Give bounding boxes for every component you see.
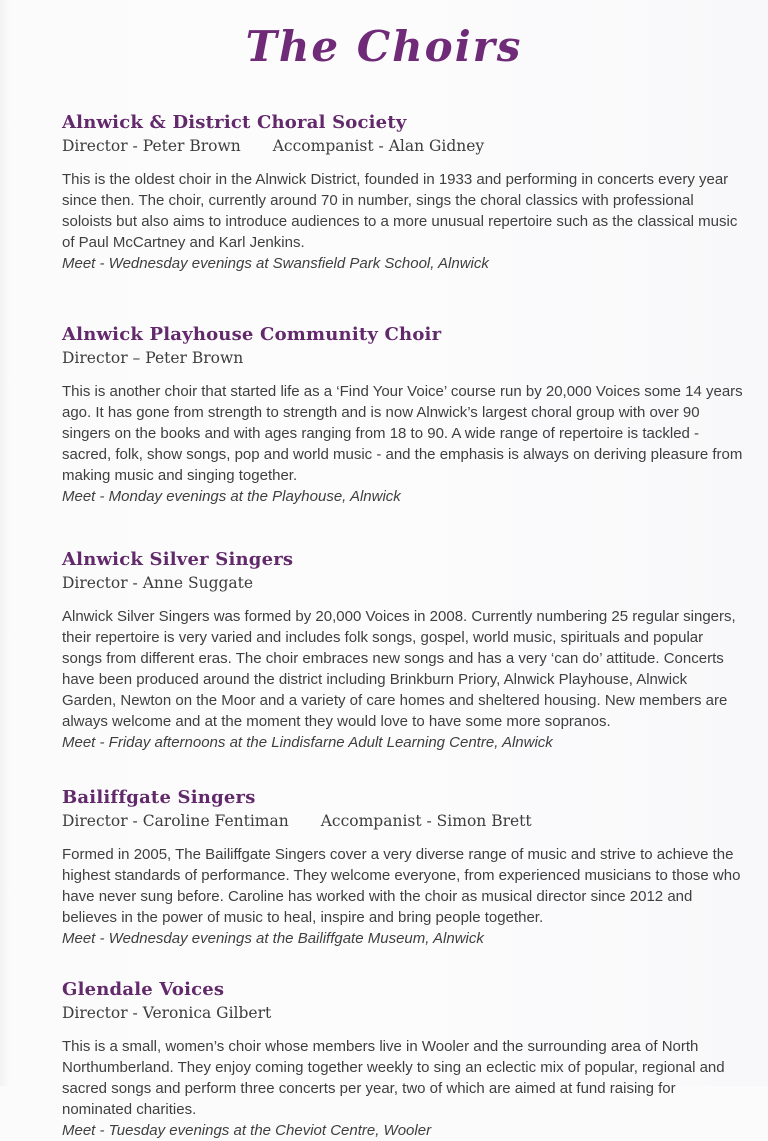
choir-meet-line: Meet - Friday afternoons at the Lindisfarne Adult Learning Centre, Alnwick xyxy=(62,734,553,752)
choir-meet-line: Meet - Wednesday evenings at Swansfield Park School, Alnwick xyxy=(62,255,489,273)
choir-section-alnwick-silver-singers xyxy=(62,549,744,753)
choir-credits xyxy=(62,1003,744,1023)
choir-meet-line: Meet - Monday evenings at the Playhouse, Alnwick xyxy=(62,488,401,506)
director-label: Director - Anne Suggate xyxy=(62,574,254,593)
choir-name: Bailiffgate Singers xyxy=(62,787,256,809)
choir-description: This is the oldest choir in the Alnwick District, founded in 1933 and performing in concerts every year since then. The choir, currently around 70 in number, sings the choral classics with professional soloists but also aims to introduce audiences to a more unusual repertoire such as the classical music of Paul McCartney and Karl Jenkins. xyxy=(62,171,738,252)
choir-section-glendale-voices xyxy=(62,979,744,1141)
choir-name: Alnwick Silver Singers xyxy=(62,549,294,571)
choir-description: Formed in 2005, The Bailiffgate Singers cover a very diverse range of music and strive to achieve the highest standards of performance. They welcome everyone, from experienced musicians to those who have never sung before. Caroline has worked with the choir as musical director since 2012 and believes in the power of music to heal, inspire and bring people together. xyxy=(62,846,741,927)
choir-credits xyxy=(62,573,744,593)
choir-name: Glendale Voices xyxy=(62,979,225,1001)
choir-name: Alnwick Playhouse Community Choir xyxy=(62,324,442,346)
director-label: Director - Peter Brown xyxy=(62,137,241,156)
director-label: Director – Peter Brown xyxy=(62,349,244,368)
choir-credits xyxy=(62,348,744,368)
choir-credits xyxy=(62,136,744,156)
choir-section-alnwick-playhouse-community-choir xyxy=(62,324,744,507)
choir-section-alnwick-district-choral-society xyxy=(62,112,744,274)
choir-description: This is a small, women’s choir whose members live in Wooler and the surrounding area of North Northumberland. They enjoy coming together weekly to sing an eclectic mix of popular, regional and sacred songs and perform three concerts per year, two of which are aimed at fund raising for nominated charities. xyxy=(62,1038,725,1119)
choir-meet-line: Meet - Wednesday evenings at the Bailiffgate Museum, Alnwick xyxy=(62,930,484,948)
director-label: Director - Veronica Gilbert xyxy=(62,1004,272,1023)
choir-meet-line: Meet - Tuesday evenings at the Cheviot Centre, Wooler xyxy=(62,1122,432,1140)
choir-section-bailiffgate-singers xyxy=(62,787,744,949)
accompanist-label: Accompanist - Simon Brett xyxy=(320,812,532,831)
accompanist-label: Accompanist - Alan Gidney xyxy=(272,137,485,156)
choir-description: This is another choir that started life as a ‘Find Your Voice’ course run by 20,000 Voices some 14 years ago. It has gone from strength to strength and is now Alnwick’s largest choral group with over 90 singers on the books and with ages ranging from 18 to 90. A wide range of repertoire is tackled - sacred, folk, show songs, pop and world music - and the emphasis is always on deriving pleasure from making music and singing together. xyxy=(62,383,743,485)
director-label: Director - Caroline Fentiman xyxy=(62,812,289,831)
page-title: The Choirs xyxy=(245,22,523,71)
choir-description: Alnwick Silver Singers was formed by 20,000 Voices in 2008. Currently numbering 25 regular singers, their repertoire is very varied and includes folk songs, gospel, world music, spirituals and popular songs from different eras. The choir embraces new songs and has a very ‘can do’ attitude. Concerts have been produced around the district including Brinkburn Priory, Alnwick Playhouse, Alnwick Garden, Newton on the Moor and a variety of care homes and sheltered housing. New members are always welcome and at the moment they would love to have some more sopranos. xyxy=(62,608,736,731)
choir-credits xyxy=(62,811,744,831)
choir-name: Alnwick & District Choral Society xyxy=(62,112,407,134)
